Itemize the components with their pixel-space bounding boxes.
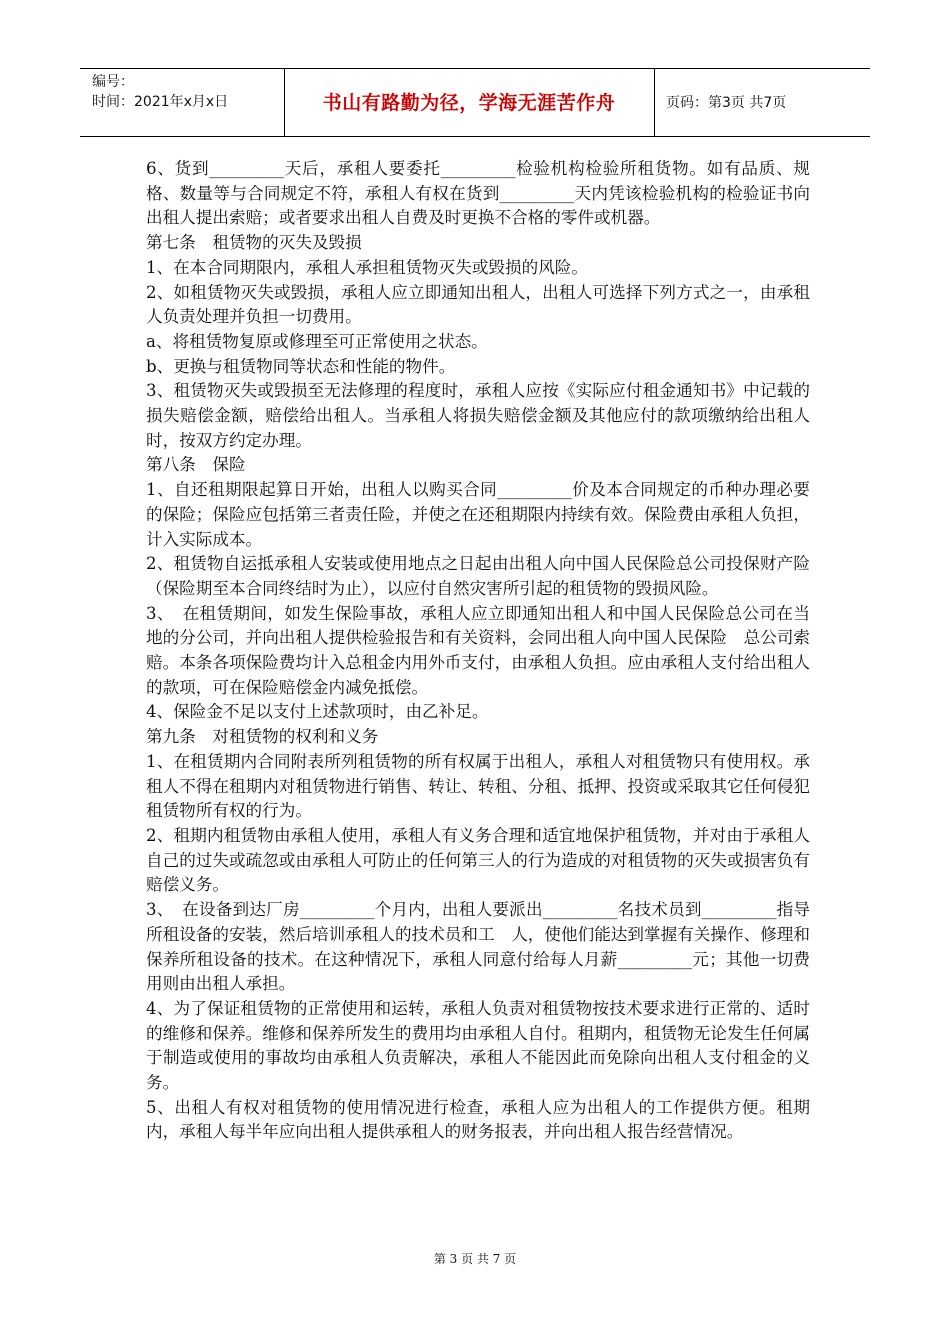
paragraph: 3、租赁物灭失或毁损至无法修理的程度时，承租人应按《实际应付租金通知书》中记载的损失赔偿金额，赔偿给出租人。当承租人将损失赔偿金额及其他应付的款项缴纳给出租人时，按双方约定办理。 xyxy=(146,381,810,450)
document-number-label: 编号： xyxy=(92,74,134,90)
paragraph: 1、在本合同期限内，承租人承担租赁物灭失或毁损的风险。 xyxy=(146,257,588,277)
section-heading: 第九条 对租赁物的权利和义务 xyxy=(146,727,379,747)
paragraph: 6、货到_________天后，承租人要委托_________检验机构检验所租货物。如有品质、规格、数量等与合同规定不符，承租人有权在货到_________天内凭该检验机构的检验证书向出租人提出索赔；或者要求出租人自费及时更换不合格的零件或机器。 xyxy=(146,159,810,228)
section-heading: 第八条 保险 xyxy=(146,455,246,475)
document-body xyxy=(146,157,810,1145)
paragraph: a、将租赁物复原或修理至可正常使用之状态。 xyxy=(146,331,488,351)
paragraph: 2、如租赁物灭失或毁损，承租人应立即通知出租人，出租人可选择下列方式之一，由承租人负责处理并负担一切费用。 xyxy=(146,282,810,327)
paragraph: 1、在租赁期内合同附表所列租赁物的所有权属于出租人，承租人对租赁物只有使用权。承租人不得在租期内对租赁物进行销售、转让、转租、分租、抵押、投资或采取其它任何侵犯租赁物所有权的行为。 xyxy=(146,751,810,821)
paragraph: 3、 在租赁期间，如发生保险事故，承租人应立即通知出租人和中国人民保险总公司在当地的分公司，并向出租人提供检验报告和有关资料，会同出租人向中国人民保险 总公司索赔。本条各项保险费均计入总租金内用外币支付，由承租人负担。应由承租人支付给出租人的款项，可在保险赔偿金内减免抵偿。 xyxy=(146,603,810,697)
paragraph: 4、保险金不足以支付上述款项时，由乙补足。 xyxy=(146,702,489,722)
paragraph: 3、 在设备到达厂房_________个月内，出租人要派出_________名技术员到_________指导所租设备的安装，然后培训承租人的技术员和工 人，使他们能达到掌握有关操作、修理和保养所租设备的技术。在这种情况下，承租人同意付给每人月薪_________元；其他一切费用则由出租人承担。 xyxy=(146,900,810,994)
header-bottom-rule xyxy=(80,136,870,137)
paragraph: b、更换与租赁物同等状态和性能的物件。 xyxy=(146,356,456,376)
paragraph: 4、为了保证租赁物的正常使用和运转，承租人负责对租赁物按技术要求进行正常的、适时的维修和保养。维修和保养所发生的费用均由承租人自付。租期内，租赁物无论发生任何属于制造或使用的事故均由承租人负责解决，承租人不能因此而免除向出租人支付租金的义务。 xyxy=(146,998,810,1093)
section-heading: 第七条 租赁物的灭失及毁损 xyxy=(146,233,362,253)
paragraph: 1、自还租期限起算日开始，出租人以购买合同_________价及本合同规定的币种办理必要的保险；保险应包括第三者责任险，并使之在还租期限内持续有效。保险费由承租人负担，计入实际成本。 xyxy=(146,480,810,549)
header-motto: 书山有路勤为径，学海无涯苦作舟 xyxy=(322,92,616,114)
document-time-label: 时间：2021年x月x日 xyxy=(92,94,229,110)
paragraph: 2、租期内租赁物由承租人使用，承租人有义务合理和适宜地保护租赁物，并对由于承租人自己的过失或疏忽或由承租人可防止的任何第三人的行为造成的对租赁物的灭失或损害负有赔偿义务。 xyxy=(146,825,810,895)
paragraph: 5、出租人有权对租赁物的使用情况进行检查，承租人应为出租人的工作提供方便。租期内，承租人每半年应向出租人提供承租人的财务报表，并向出租人报告经营情况。 xyxy=(146,1097,810,1142)
page-footer: 第 3 页 共 7 页 xyxy=(433,1252,517,1266)
paragraph: 2、租赁物自运抵承租人安装或使用地点之日起由出租人向中国人民保险总公司投保财产险（保险期至本合同终结时为止），以应付自然灾害所引起的租赁物的毁损风险。 xyxy=(146,554,810,598)
header-page-code: 页码：第3页 共7页 xyxy=(666,95,787,111)
header-divider-right xyxy=(654,68,655,136)
header-meta xyxy=(92,72,228,112)
header-top-rule xyxy=(80,68,870,69)
